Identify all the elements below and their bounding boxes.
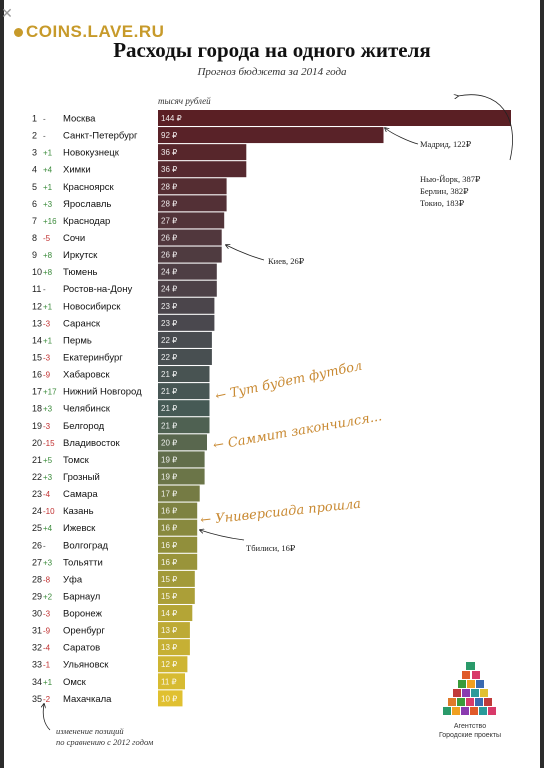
position-change-label: - [43,114,46,124]
city-label: Саратов [63,642,101,654]
city-label: Москва [63,113,96,125]
city-label: Ярославль [63,198,112,210]
footer-line-1: изменение позиций [56,726,124,736]
rank-label: 4 [32,164,38,175]
position-change-label: - [43,285,46,295]
bar-value-label: 16 ₽ [161,523,178,533]
rank-label: 5 [32,181,38,192]
city-label: Краснодар [63,215,111,227]
city-label: Екатеринбург [63,352,123,364]
rank-label: 35 [32,693,43,704]
rank-label: 25 [32,523,43,534]
annotation-madrid: Мадрид, 122₽ [420,139,472,149]
position-change-label: -4 [43,643,51,653]
bar-value-label: 21 ₽ [161,370,178,380]
position-change-label: -9 [43,626,51,636]
rank-label: 13 [32,318,43,329]
chart-subtitle: Прогноз бюджета за 2014 года [197,66,347,78]
city-label: Казань [63,506,94,518]
rank-label: 24 [32,506,43,517]
annotation-world-berlin: Берлин, 382₽ [420,186,469,196]
close-icon[interactable]: ✕ [1,5,13,21]
bar-value-label: 92 ₽ [161,131,178,141]
city-label: Новокузнецк [63,147,119,159]
rank-label: 32 [32,642,43,653]
rank-label: 2 [32,130,38,141]
position-change-label: +4 [43,165,53,175]
bar-value-label: 20 ₽ [161,438,178,448]
rank-label: 31 [32,625,43,636]
city-label: Челябинск [63,403,110,415]
rank-label: 10 [32,267,43,278]
bar-value-label: 26 ₽ [161,250,178,260]
city-label: Нижний Новгород [63,386,142,398]
agency-logo-icon [436,656,506,720]
rank-label: 20 [32,437,43,448]
bar-value-label: 21 ₽ [161,387,178,397]
position-change-label: - [43,131,46,141]
city-label: Оренбург [63,625,105,637]
city-label: Новосибирск [63,301,121,313]
bar-value-label: 23 ₽ [161,318,178,328]
bar-value-label: 28 ₽ [161,182,178,192]
bar-value-label: 144 ₽ [161,114,182,123]
bar-value-label: 23 ₽ [161,301,178,311]
bar-value-label: 24 ₽ [161,267,178,277]
city-label: Пермь [63,335,92,347]
rank-label: 28 [32,574,43,585]
rank-label: 19 [32,420,43,431]
bar-value-label: 22 ₽ [161,335,178,345]
chart-title: Расходы города на одного жителя [113,38,431,62]
position-change-label: +8 [43,251,53,261]
city-label: Саранск [63,318,100,330]
bar [158,127,384,143]
annotation-kiev: Киев, 26₽ [268,256,305,266]
rank-label: 27 [32,557,43,568]
bar-value-label: 16 ₽ [161,506,178,516]
position-change-label: -15 [43,438,55,448]
position-change-label: +4 [43,524,53,534]
bar-value-label: 16 ₽ [161,540,178,550]
bar-value-label: 26 ₽ [161,233,178,243]
watermark-text: COINS.LAVE.RU [26,22,165,41]
rank-label: 6 [32,198,38,209]
position-change-label: -3 [43,319,51,329]
position-change-label: +3 [43,558,53,568]
position-change-label: -1 [43,660,51,670]
city-label: Сочи [63,232,86,244]
rank-label: 30 [32,608,43,619]
bar-value-label: 14 ₽ [161,609,178,619]
rank-label: 34 [32,676,43,687]
position-change-label: -9 [43,370,51,380]
bar-value-label: 10 ₽ [161,694,178,704]
city-label: Владивосток [63,437,120,449]
position-change-label: -5 [43,233,51,243]
position-change-label: +8 [43,268,53,278]
annotation-world-newyork: Нью-Йорк, 387₽ [420,174,481,184]
bar-value-label: 28 ₽ [161,199,178,209]
rank-label: 22 [32,471,43,482]
rank-label: 21 [32,454,43,465]
handwritten-note-universiade: ← Универсиада прошла [199,496,362,529]
bar-value-label: 19 ₽ [161,472,178,482]
position-change-label: +1 [43,677,53,687]
city-label: Санкт-Петербург [63,130,138,142]
annotation-arrow-tbilisi [200,530,244,540]
city-label: Ульяновск [63,659,109,671]
bar-value-label: 11 ₽ [161,677,177,687]
bar-value-label: 21 ₽ [161,421,178,431]
rank-label: 12 [32,301,43,312]
bar-value-label: 27 ₽ [161,216,178,226]
bar-value-label: 36 ₽ [161,165,178,175]
position-change-label: -3 [43,609,51,619]
position-change-label: -4 [43,490,51,500]
agency-logo-text: Агентство Городские проекты [438,723,502,739]
rank-label: 33 [32,659,43,670]
city-label: Белгород [63,420,105,432]
bar [158,110,511,126]
bar-value-label: 13 ₽ [161,643,178,653]
annotation-tbilisi: Тбилиси, 16₽ [246,543,296,553]
rank-label: 16 [32,369,43,380]
bar-value-label: 22 ₽ [161,352,178,362]
rank-label: 26 [32,540,43,551]
position-change-label: +3 [43,472,53,482]
rank-label: 23 [32,489,43,500]
bar-value-label: 13 ₽ [161,626,178,636]
position-change-label: +2 [43,592,53,602]
city-label: Грозный [63,471,100,483]
annotation-arrow-footer [43,704,50,730]
city-label: Томск [63,454,89,466]
bar-value-label: 17 ₽ [161,489,178,499]
position-change-label: -8 [43,575,51,585]
city-label: Ростов-на-Дону [63,284,133,296]
bar-value-label: 15 ₽ [161,591,178,601]
rank-label: 9 [32,250,38,261]
position-change-label: +3 [43,404,53,414]
rank-label: 14 [32,335,43,346]
annotation-world-tokyo: Токио, 183₽ [420,198,465,208]
rank-label: 11 [32,284,42,295]
city-label: Хабаровск [63,369,110,381]
city-label: Барнаул [63,591,101,603]
position-change-label: +17 [43,387,57,397]
city-label: Ижевск [63,523,96,535]
city-label: Иркутск [63,250,98,262]
bar-value-label: 16 ₽ [161,557,178,567]
rank-label: 18 [32,403,43,414]
position-change-label: +1 [43,182,53,192]
footer-note [56,726,153,748]
city-label: Воронеж [63,608,102,620]
handwritten-note-summit: ← Саммит закончился... [211,409,384,454]
position-change-label: -10 [43,507,55,517]
bar-value-label: 19 ₽ [161,455,178,465]
bar-value-label: 36 ₽ [161,148,178,158]
bar-value-label: 21 ₽ [161,404,178,414]
value-axis-label: тысяч рублей [158,96,211,106]
rank-label: 17 [32,386,43,397]
bar-value-label: 12 ₽ [161,660,178,670]
city-label: Химки [63,164,91,176]
rank-label: 29 [32,591,43,602]
city-label: Красноярск [63,181,114,193]
position-change-label: +1 [43,148,53,158]
position-change-label: -3 [43,353,51,363]
bar-value-label: 24 ₽ [161,284,178,294]
position-change-label: +5 [43,455,53,465]
footer-line-2: по сравнению с 2012 годом [56,737,154,747]
rank-label: 3 [32,147,38,158]
position-change-label: -2 [43,694,51,704]
rank-label: 8 [32,232,38,243]
annotation-arrow-kiev [226,245,264,260]
annotation-arrow-madrid [385,128,418,144]
position-change-label: +1 [43,336,53,346]
handwritten-note-football: ← Тут будет футбол [214,358,364,405]
city-label: Уфа [63,574,83,586]
position-change-label: - [43,541,46,551]
position-change-label: +1 [43,302,53,312]
rank-label: 7 [32,215,38,226]
city-label: Тюмень [63,267,98,279]
position-change-label: -3 [43,421,51,431]
city-label: Махачкала [63,693,112,705]
bar-value-label: 15 ₽ [161,574,178,584]
city-label: Волгоград [63,540,109,552]
rank-label: 1 [32,113,38,124]
annotation-arrow-world [458,95,513,160]
position-change-label: +16 [43,216,57,226]
city-label: Самара [63,489,98,501]
city-label: Омск [63,676,86,688]
city-label: Тольятти [63,557,103,569]
rank-label: 15 [32,352,43,363]
position-change-label: +3 [43,199,53,209]
